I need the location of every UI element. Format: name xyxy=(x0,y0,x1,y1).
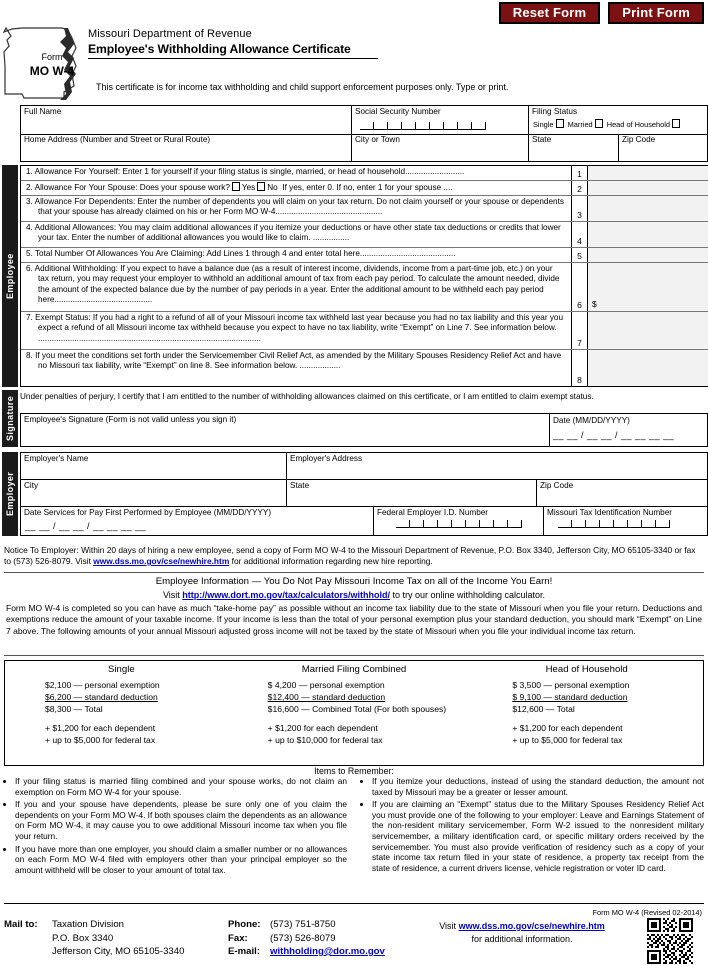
email-link[interactable]: withholding@dor.mo.gov xyxy=(270,946,385,957)
mail-line-2: P.O. Box 3340 xyxy=(52,932,114,944)
line-3-input[interactable] xyxy=(587,196,708,221)
amounts-hoh-spacer xyxy=(470,715,703,722)
checkbox-head-of-household[interactable] xyxy=(672,119,680,128)
qr-code-icon xyxy=(647,918,693,964)
line-7-text: 7. Exempt Status: If you had a right to a refund of all of your Missouri income tax withheld last year because you had no tax liability and this year you expect a refund of all Missouri income tax withheld because you expect to have no tax liability, write “Exempt” on Line 7. See information below. .................................................................................................. xyxy=(26,313,564,343)
mo-tax-id-field[interactable] xyxy=(543,507,707,535)
notice-text-b: for additional information regarding new hire reporting. xyxy=(229,556,433,566)
list-item: • If you are claiming an “Exempt” status due to the Military Spouses Residency Relief Act you must provide one of the following to your employer: Leave and Earnings Statement of the non-resident military servicemember, Form W-2 issued to the nonresident military servicemember, a military identification card, or specific military orders received by the servicemember. You must also provide verification of residency such as a copy of your state income tax return filed in your state of residence, a property tax receipt from the state of residence, a current drivers license, vehicle registration or voter ID card. xyxy=(372,799,704,873)
mailing-address-block xyxy=(4,918,184,959)
checkbox-spouse-works-yes[interactable] xyxy=(232,182,240,191)
amounts-single-total: $8,300 — Total xyxy=(45,704,103,714)
filing-status-option-married: Married xyxy=(567,120,593,129)
notice-to-employer xyxy=(4,545,704,567)
employee-signature-label: Employee's Signature (Form is not valid unless you sign it) xyxy=(24,415,237,424)
footer xyxy=(0,918,708,965)
amounts-column-hoh xyxy=(470,661,703,765)
line-5-input[interactable] xyxy=(587,248,708,262)
title-underline xyxy=(88,58,378,59)
amounts-hoh-total: $12,600 — Total xyxy=(512,704,575,714)
line-1-text: 1. Allowance For Yourself: Enter 1 for yourself if your filing status is single, married, or head of household.......................... xyxy=(26,167,465,176)
date-services-mask: __ __ / __ __ / __ __ __ __ xyxy=(25,521,147,531)
revision-label: Form MO W-4 (Revised 02-2014) xyxy=(592,908,702,917)
employer-zip-label: Zip Code xyxy=(540,481,574,490)
date-services-label: Date Services for Pay First Performed by Employee (MM/DD/YYYY) xyxy=(24,508,272,517)
section-tab-employer: Employer xyxy=(2,452,18,536)
checkbox-married[interactable] xyxy=(595,119,603,128)
allowance-lines-table xyxy=(20,165,708,387)
line-7-number: 7 xyxy=(571,312,587,349)
line-3-text: 3. Allowance For Dependents: Enter the number of dependents you will claim on your tax return. Do not claim yourself or your spouse or dependents that your spouse has already claimed on his or her Form MO W-4............................................... xyxy=(26,197,564,217)
line-2-input[interactable] xyxy=(587,181,708,195)
amounts-married-spacer xyxy=(238,715,471,722)
form-header xyxy=(0,26,708,104)
city-label: City or Town xyxy=(355,135,400,144)
employer-name-field[interactable] xyxy=(21,453,286,479)
employer-name-label: Employer's Name xyxy=(24,454,89,463)
phone-label: Phone: xyxy=(228,919,261,930)
signature-date-divider xyxy=(549,414,550,446)
amounts-single-deduction: $6,200 — standard deduction xyxy=(45,692,158,702)
line-6-input[interactable]: $ xyxy=(587,263,708,311)
new-hire-reporting-link[interactable]: www.dss.mo.gov/cse/newhire.htm xyxy=(93,556,230,566)
agency-name: Missouri Department of Revenue xyxy=(88,28,252,40)
form-word-label: Form xyxy=(41,52,63,62)
amounts-hoh-deduction: $ 9,100 — standard deduction xyxy=(512,692,628,702)
amounts-married-total: $16,600 — Combined Total (For both spouses) xyxy=(267,704,447,714)
section-tab-signature: Signature xyxy=(2,390,18,447)
line-2-no-label: No xyxy=(267,183,278,192)
line-4-row xyxy=(21,222,708,248)
amounts-married-federal: + up to $10,000 for federal tax xyxy=(267,735,383,745)
line-2-text-a: 2. Allowance For Your Spouse: Does your spouse work? xyxy=(26,183,230,192)
amounts-married-exemption: $ 4,200 — personal exemption xyxy=(267,680,385,690)
filing-status-option-hoh: Head of Household xyxy=(606,120,671,129)
exemption-amounts-table xyxy=(4,660,704,766)
amounts-married-deduction: $12,400 — standard deduction xyxy=(267,692,386,702)
visit-suffix: to try our online withholding calculator. xyxy=(389,590,546,600)
employee-info-heading: Employee Information — You Do Not Pay Missouri Income Tax on all of the Income You Earn! xyxy=(155,576,553,587)
line-3-number: 3 xyxy=(571,196,587,221)
filing-status-option-single: Single xyxy=(533,120,554,129)
ssn-field[interactable] xyxy=(351,106,528,134)
line-2-number: 2 xyxy=(571,181,587,195)
amounts-single-federal: + up to $5,000 for federal tax xyxy=(45,735,156,745)
amounts-column-married xyxy=(238,661,471,765)
line-6-text: 6. Additional Withholding: If you expect to have a balance due (as a result of interest income, dividends, income from a part-time job, etc.) on your tax return, you may request your employer to withhold an additional amount of tax from each pay period. To calculate the amount needed, divide the amount of the expected balance due by the number of pay periods in a year. Enter the additional amount to be withheld each pay period here........................................... xyxy=(26,264,560,305)
line-3-row xyxy=(21,196,708,222)
amounts-married-dependent: + $1,200 for each dependent xyxy=(267,723,378,733)
mail-line-3: Jefferson City, MO 65105-3340 xyxy=(52,946,185,957)
reset-form-button[interactable]: Reset Form xyxy=(499,2,601,24)
list-item: • If you and your spouse have dependents, please be sure only one of you claim the dependents on your Form MO W-4. If both spouses claim the dependents as an allowance on Form MO W-4, it may cause you to owe additional Missouri income tax when you file your return. xyxy=(15,799,347,841)
items-to-remember-heading: Items to Remember: xyxy=(314,766,394,776)
mo-tax-id-label: Missouri Tax Identification Number xyxy=(547,508,672,517)
line-8-row xyxy=(21,350,708,386)
line-8-number: 8 xyxy=(571,350,587,386)
filing-status-label: Filing Status xyxy=(532,107,578,116)
employer-address-label: Employer's Address xyxy=(290,454,363,463)
checkbox-single[interactable] xyxy=(556,119,564,128)
signature-row xyxy=(20,413,708,447)
list-item: • If you itemize your deductions, instead of using the standard deduction, the amount not taxed by Missouri may be a greater or lesser amount. xyxy=(372,776,704,797)
withholding-calculator-link[interactable]: http://www.dort.mo.gov/tax/calculators/withhold/ xyxy=(182,590,390,600)
fax-value: (573) 526-8079 xyxy=(270,932,336,944)
mo-tax-id-digit-boxes[interactable] xyxy=(558,520,708,528)
line-1-input[interactable] xyxy=(587,166,708,180)
employer-state-label: State xyxy=(290,481,310,490)
amounts-single-spacer xyxy=(5,715,238,722)
ssn-digit-boxes[interactable] xyxy=(360,122,486,130)
line-4-number: 4 xyxy=(571,222,587,247)
line-8-text: 8. If you meet the conditions set forth under the Servicemember Civil Relief Act, as amended by the Military Spouses Residency Relief Act and have no Missouri tax liability, write “Exempt” on line 8. See information below. .................. xyxy=(26,351,562,371)
amounts-married-title: Married Filing Combined xyxy=(301,664,407,675)
footer-visit-prefix: Visit xyxy=(439,921,459,931)
email-label: E-mail: xyxy=(228,946,260,957)
signature-date-mask: __ __ / __ __ / __ __ __ __ xyxy=(553,430,675,440)
form-action-toolbar xyxy=(499,2,704,24)
home-address-field[interactable] xyxy=(21,134,351,162)
mail-line-1: Taxation Division xyxy=(52,919,124,930)
employee-identity-grid xyxy=(20,105,708,162)
employer-address-field[interactable] xyxy=(286,453,707,479)
line-5-text: 5. Total Number Of Allowances You Are Claiming: Add Lines 1 through 4 and enter total here.......................................... xyxy=(26,249,456,258)
page-title: Employee's Withholding Allowance Certificate xyxy=(88,42,351,56)
amounts-single-title: Single xyxy=(108,664,135,675)
zip-label: Zip Code xyxy=(622,135,656,144)
footer-newhire-link[interactable]: www.dss.mo.gov/cse/newhire.htm xyxy=(458,921,605,931)
line-2-text xyxy=(26,182,564,193)
fein-label: Federal Employer I.D. Number xyxy=(377,508,489,517)
list-item: • If you have more than one employer, you should claim a smaller number or no allowances on each Form MO W-4 filed with employers other than your principal employer so the amount withheld will be closer to your amount of total tax. xyxy=(15,844,347,876)
checkbox-spouse-works-no[interactable] xyxy=(257,182,265,191)
line-1-row xyxy=(21,166,708,181)
line-6-number: 6 xyxy=(571,263,587,311)
print-form-button[interactable]: Print Form xyxy=(608,2,704,24)
footer-divider xyxy=(4,903,704,904)
line-6-row xyxy=(21,263,708,312)
state-field[interactable] xyxy=(528,134,618,162)
footer-visit-block xyxy=(432,920,612,946)
items-to-remember xyxy=(4,776,704,877)
line-1-number: 1 xyxy=(571,166,587,180)
amounts-column-single xyxy=(5,661,238,765)
employee-info-paragraph: Form MO W-4 is completed so you can have as much “take-home pay” as possible without an income tax liability due to the state of Missouri when you file your return. Deductions and exemptions reduce the amount of your taxable income. If your income is less than the total of your personal exemption plus your standard deduction, you should mark “Exempt” on Line 7 above. The following amounts of your annual Missouri adjusted gross income will not be taxed by the state of Missouri when you file your individual income tax return. xyxy=(6,603,702,636)
phone-value: (573) 751-8750 xyxy=(270,919,336,930)
amounts-single-dependent: + $1,200 for each dependent xyxy=(45,723,156,733)
filing-status-group xyxy=(528,106,708,134)
employer-zip-field[interactable] xyxy=(536,480,707,506)
form-number-label: MO W-4 xyxy=(29,64,75,78)
employer-row-3 xyxy=(21,507,707,535)
amounts-hoh-title: Head of Household xyxy=(545,664,628,675)
line-4-input[interactable] xyxy=(587,222,708,247)
visit-prefix: Visit xyxy=(162,590,183,600)
employer-row-1 xyxy=(21,453,707,480)
date-services-field[interactable] xyxy=(21,507,373,535)
items-right-column xyxy=(361,776,704,877)
employer-city-label: City xyxy=(24,481,39,490)
amounts-hoh-federal: + up to $5,000 for federal tax xyxy=(512,735,623,745)
zip-field[interactable] xyxy=(618,134,708,162)
employer-section-grid xyxy=(20,452,708,536)
mail-to-label: Mail to: xyxy=(4,919,38,930)
full-name-label: Full Name xyxy=(24,107,62,116)
amounts-single-exemption: $2,100 — personal exemption xyxy=(45,680,160,690)
line-7-input[interactable] xyxy=(587,312,708,349)
notice-text-a: Notice To Employer: Within 20 days of hiring a new employee, send a copy of Form MO W-4 to the Missouri Department of Revenue, P.O. Box 3340, Jefferson City, MO 65105-3340 or fax to (573) 526-8079. Visit xyxy=(4,545,696,566)
contact-block xyxy=(228,918,385,959)
list-item: • If your filing status is married filing combined and your spouse works, do not claim an exemption on Form MO W-4 for your spouse. xyxy=(15,776,347,797)
line-2-yes-label: Yes xyxy=(241,183,256,192)
line-2-row xyxy=(21,181,708,196)
employer-city-field[interactable] xyxy=(21,480,286,506)
employer-row-2 xyxy=(21,480,707,507)
perjury-statement: Under penalties of perjury, I certify that I am entitled to the number of withholding allowances claimed on this certificate, or I am entitled to claim exempt status. xyxy=(20,392,594,401)
ssn-label: Social Security Number xyxy=(355,107,441,116)
line-4-text: 4. Additional Allowances: You may claim additional allowances if you itemize your deductions or have other state tax deductions or credits that lower your tax. Enter the number of additional allowances you would like to claim. ................ xyxy=(26,223,561,243)
withholding-calculator-line xyxy=(4,590,704,600)
signature-date-field[interactable] xyxy=(553,415,674,440)
line-5-row xyxy=(21,248,708,263)
line-5-number: 5 xyxy=(571,248,587,262)
employer-state-field[interactable] xyxy=(286,480,536,506)
home-address-label: Home Address (Number and Street or Rural Route) xyxy=(24,135,211,144)
items-left-column xyxy=(4,776,347,877)
purpose-statement: This certificate is for income tax withholding and child support enforcement purposes only. Type or print. xyxy=(96,82,509,92)
amounts-hoh-exemption: $ 3,500 — personal exemption xyxy=(512,680,630,690)
line-7-row xyxy=(21,312,708,350)
fax-label: Fax: xyxy=(228,932,248,944)
line-2-text-b: If yes, enter 0. If no, enter 1 for your spouse .... xyxy=(282,183,453,192)
employee-information-box xyxy=(4,572,704,656)
section-tab-employee: Employee xyxy=(2,165,18,387)
fein-field[interactable] xyxy=(373,507,543,535)
footer-visit-suffix: for additional information. xyxy=(471,934,573,944)
full-name-field[interactable] xyxy=(21,106,351,134)
signature-date-label: Date (MM/DD/YYYY) xyxy=(553,416,630,425)
state-label: State xyxy=(532,135,552,144)
amounts-hoh-dependent: + $1,200 for each dependent xyxy=(512,723,623,733)
city-field[interactable] xyxy=(351,134,528,162)
fein-digit-boxes[interactable] xyxy=(396,520,565,528)
line-8-input[interactable] xyxy=(587,350,708,386)
